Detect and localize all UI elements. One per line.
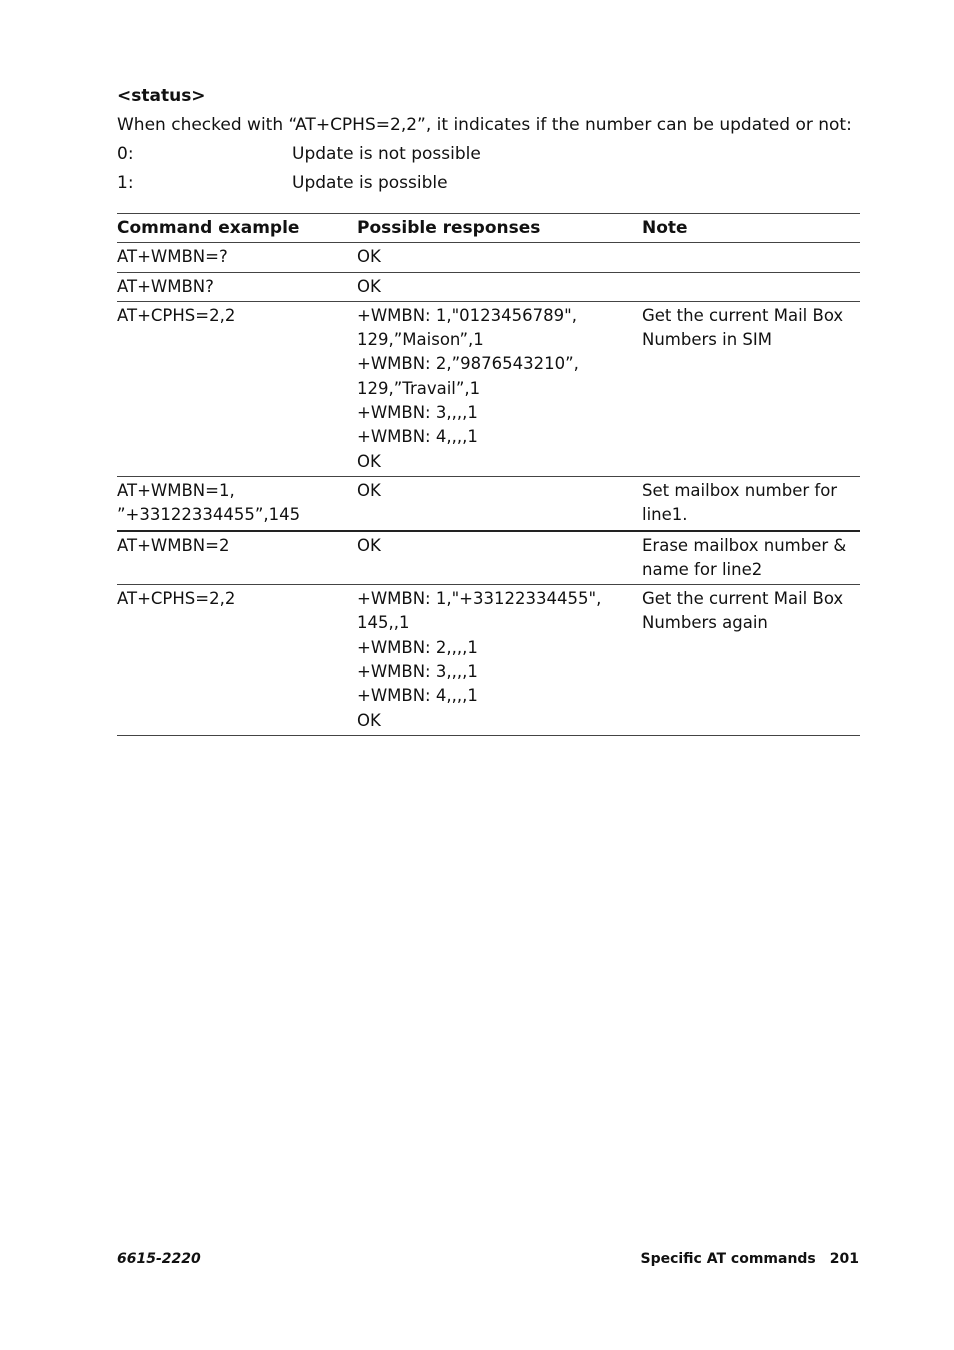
cell-command: AT+WMBN? xyxy=(117,272,357,301)
header-command: Command example xyxy=(117,214,357,243)
cell-response: OK xyxy=(357,243,642,272)
table-header-row xyxy=(117,214,860,243)
value-code: 1: xyxy=(117,173,134,193)
cell-response: +WMBN: 1,"+33122334455", 145,,1 +WMBN: 2,,,,1 +WMBN: 3,,,,1 +WMBN: 4,,,,1 OK xyxy=(357,585,642,736)
cell-note xyxy=(642,272,860,301)
table-row xyxy=(117,272,860,301)
section-heading: <status> xyxy=(117,86,206,106)
table-row xyxy=(117,243,860,272)
cell-command: AT+WMBN=2 xyxy=(117,531,357,585)
cell-response: +WMBN: 1,"0123456789", 129,”Maison”,1 +WMBN: 2,”9876543210”, 129,”Travail”,1 +WMBN: 3,,,,1 +WMBN: 4,,,,1 OK xyxy=(357,301,642,476)
value-description: Update is not possible xyxy=(292,144,481,164)
cell-note xyxy=(642,243,860,272)
value-code: 0: xyxy=(117,144,134,164)
table-row xyxy=(117,531,860,585)
table-row xyxy=(117,301,860,476)
footer-section-title: Specific AT commands xyxy=(640,1251,816,1267)
cell-response: OK xyxy=(357,531,642,585)
command-table xyxy=(117,213,860,736)
cell-note: Get the current Mail Box Numbers in SIM xyxy=(642,301,860,476)
footer-section xyxy=(640,1251,859,1267)
cell-command: AT+WMBN=1, ”+33122334455”,145 xyxy=(117,476,357,530)
header-responses: Possible responses xyxy=(357,214,642,243)
footer-doc-number: 6615-2220 xyxy=(117,1251,201,1267)
cell-response: OK xyxy=(357,476,642,530)
cell-response: OK xyxy=(357,272,642,301)
footer-page-number: 201 xyxy=(829,1251,859,1267)
table-row xyxy=(117,476,860,530)
header-note: Note xyxy=(642,214,860,243)
cell-command: AT+CPHS=2,2 xyxy=(117,301,357,476)
table-row xyxy=(117,585,860,736)
value-description: Update is possible xyxy=(292,173,448,193)
cell-command: AT+CPHS=2,2 xyxy=(117,585,357,736)
cell-note: Set mailbox number for line1. xyxy=(642,476,860,530)
cell-note: Get the current Mail Box Numbers again xyxy=(642,585,860,736)
cell-command: AT+WMBN=? xyxy=(117,243,357,272)
cell-note: Erase mailbox number & name for line2 xyxy=(642,531,860,585)
intro-paragraph: When checked with “AT+CPHS=2,2”, it indicates if the number can be updated or not: xyxy=(117,115,852,135)
